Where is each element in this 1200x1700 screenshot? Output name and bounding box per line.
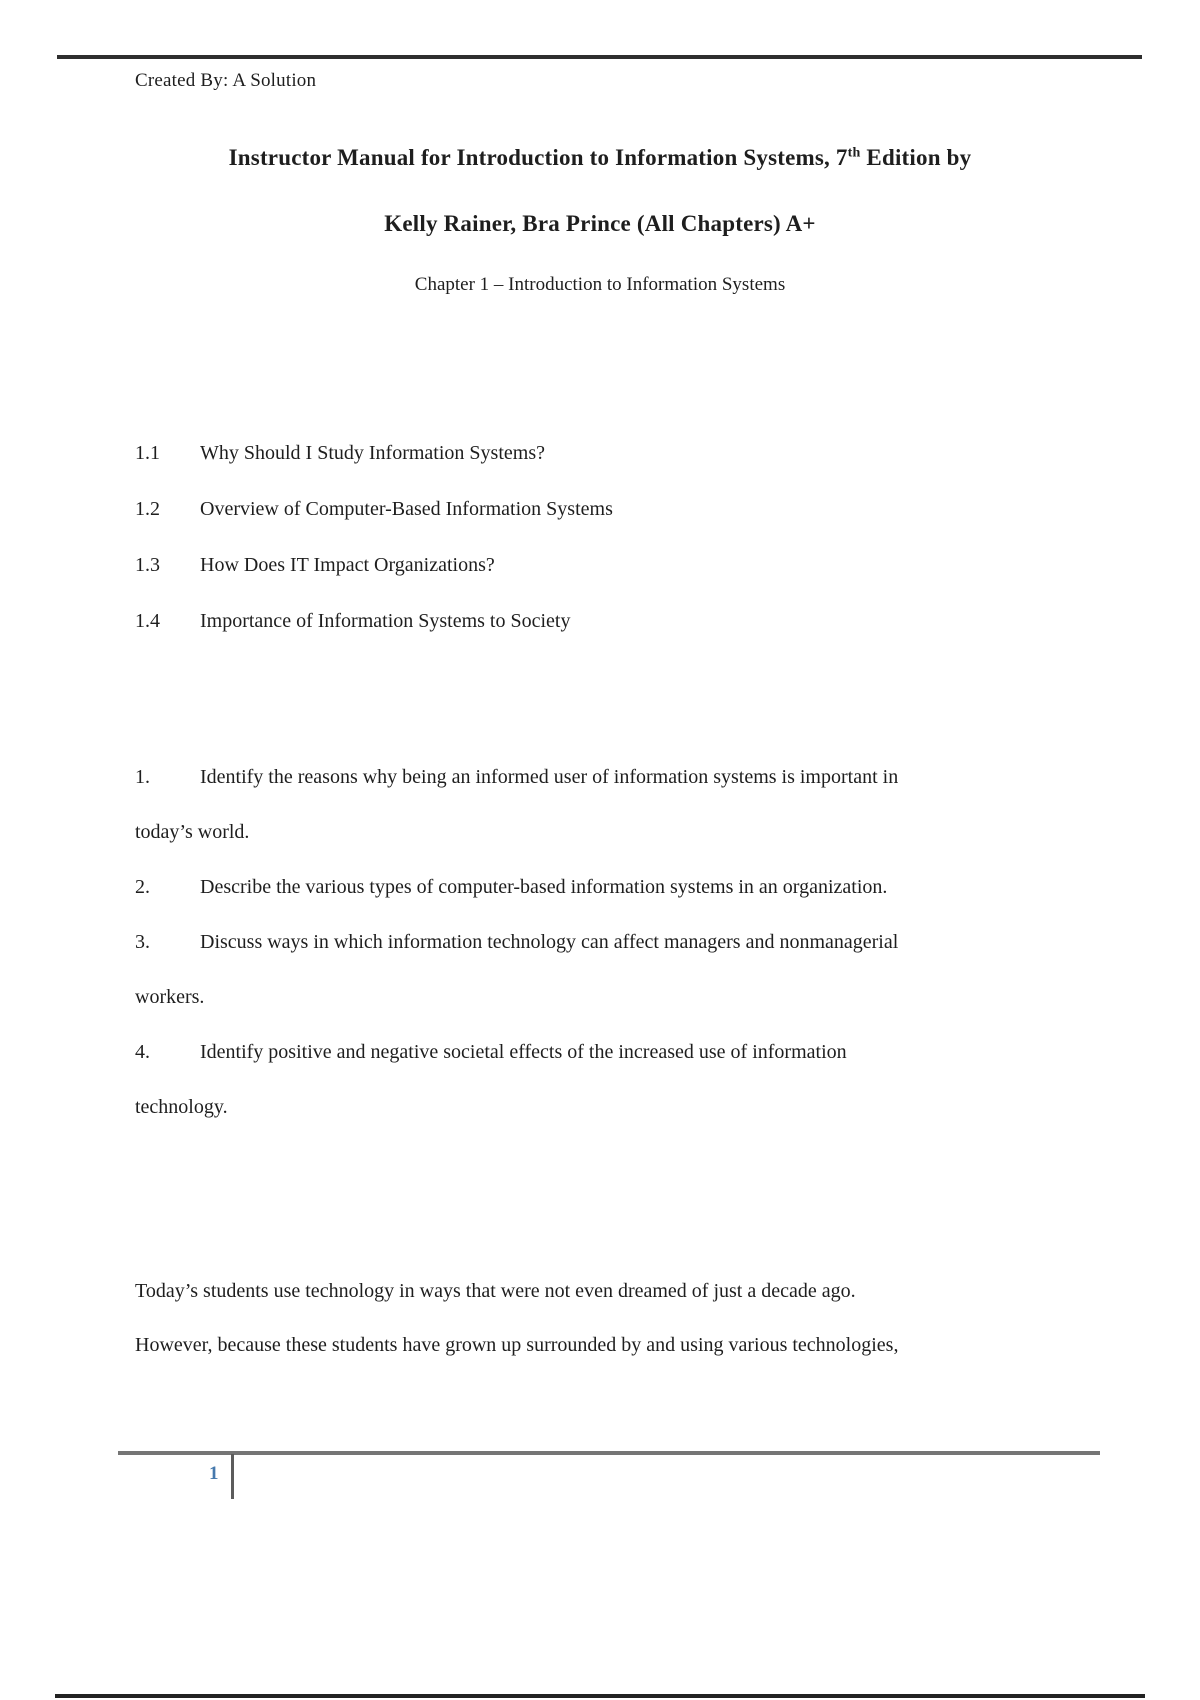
header-divider bbox=[57, 55, 1142, 59]
objective-line-continuation bbox=[135, 821, 1115, 876]
intro-line: Today’s students use technology in ways that were not even dreamed of just a decade ago. bbox=[135, 1280, 856, 1302]
objective-line-continuation bbox=[135, 986, 1115, 1041]
section-list bbox=[135, 442, 1095, 666]
created-by-text: Created By: A Solution bbox=[135, 70, 317, 91]
page-bottom-divider bbox=[55, 1694, 1145, 1698]
section-number: 1.3 bbox=[135, 554, 160, 576]
title-superscript: th bbox=[847, 145, 861, 161]
document-title-line-2: Kelly Rainer, Bra Prince (All Chapters) A+ bbox=[384, 211, 816, 236]
objective-text: technology. bbox=[135, 1096, 228, 1118]
section-label: Overview of Computer-Based Information Systems bbox=[200, 498, 613, 520]
footer-divider bbox=[118, 1451, 1100, 1455]
section-number: 1.1 bbox=[135, 442, 160, 464]
objective-text: today’s world. bbox=[135, 821, 250, 843]
objective-line bbox=[135, 1041, 1115, 1096]
objective-text: Identify the reasons why being an informed user of information systems is important in bbox=[200, 766, 899, 788]
section-item bbox=[135, 498, 1095, 554]
objective-line-continuation bbox=[135, 1096, 1115, 1151]
objective-line bbox=[135, 931, 1115, 986]
objective-number: 3. bbox=[135, 931, 150, 953]
section-item bbox=[135, 610, 1095, 666]
objective-line bbox=[135, 766, 1115, 821]
document-title-line-1 bbox=[0, 145, 1200, 171]
section-item bbox=[135, 554, 1095, 610]
section-item bbox=[135, 442, 1095, 498]
title-text-pre: Instructor Manual for Introduction to Information Systems, 7 bbox=[228, 145, 848, 170]
title-text-post: Edition by bbox=[860, 145, 972, 170]
intro-paragraph bbox=[135, 1280, 1135, 1388]
section-number: 1.2 bbox=[135, 498, 160, 520]
text-cursor bbox=[231, 1454, 234, 1499]
objective-text: Identify positive and negative societal effects of the increased use of information bbox=[200, 1041, 847, 1063]
section-label: Importance of Information Systems to Society bbox=[200, 610, 571, 632]
page-number: 1 bbox=[209, 1463, 219, 1484]
section-label: How Does IT Impact Organizations? bbox=[200, 554, 495, 576]
objective-text: Describe the various types of computer-based information systems in an organization. bbox=[200, 876, 888, 898]
objective-number: 2. bbox=[135, 876, 150, 898]
objective-number: 1. bbox=[135, 766, 150, 788]
intro-line: However, because these students have grown up surrounded by and using various technologies, bbox=[135, 1334, 899, 1356]
objective-number: 4. bbox=[135, 1041, 150, 1063]
chapter-subtitle: Chapter 1 – Introduction to Information Systems bbox=[414, 274, 786, 295]
section-label: Why Should I Study Information Systems? bbox=[200, 442, 545, 464]
objective-text: Discuss ways in which information technology can affect managers and nonmanagerial bbox=[200, 931, 899, 953]
objective-text: workers. bbox=[135, 986, 205, 1008]
learning-objectives bbox=[135, 766, 1115, 1151]
section-number: 1.4 bbox=[135, 610, 160, 632]
objective-line bbox=[135, 876, 1115, 931]
